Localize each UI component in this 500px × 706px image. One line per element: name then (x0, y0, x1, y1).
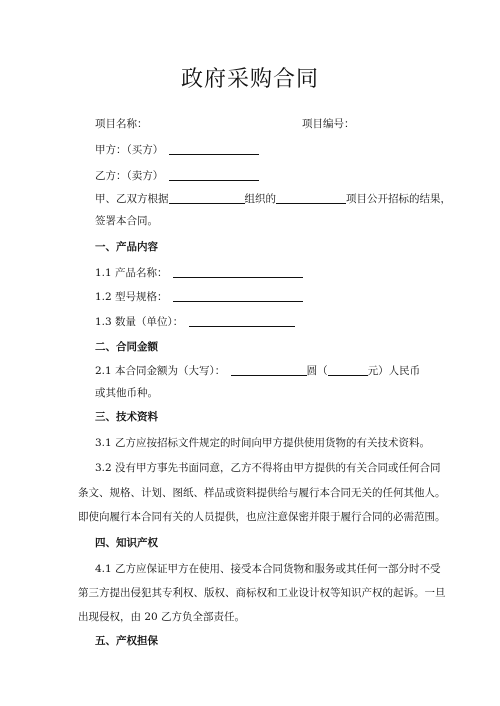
amount-words-blank (231, 364, 307, 376)
quantity-line (95, 315, 295, 329)
intro-text-c: 项目公开招标的结果， (346, 193, 451, 205)
clause-3-2-line-3: 即使向履行本合同有关的人员提供，也应注意保密并限于履行合同的必需范围。 (78, 511, 446, 523)
clause-4-1-line-2: 第三方提出侵犯其专利权、版权、商标权和工业设计权等知识产权的起诉。一旦 (78, 587, 446, 599)
model-spec-blank (173, 290, 303, 302)
amount-text-b: 圆（ (306, 365, 328, 377)
clause-3-2-line-1: 3.2 没有甲方事先书面同意，乙方不得将由甲方提供的有关合同或任何合同 (95, 462, 441, 474)
amount-figure-blank (328, 364, 368, 376)
clause-4-1-line-3: 出现侵权，由 20 乙方负全部责任。 (78, 611, 246, 623)
section-heading-products: 一、产品内容 (95, 241, 158, 253)
party-a-line (95, 143, 259, 157)
clause-3-1: 3.1 乙方应按招标文件规定的时间向甲方提供使用货物的有关技术资料。 (95, 437, 431, 449)
section-heading-technical: 三、技术资料 (95, 411, 158, 423)
product-name-blank (173, 266, 303, 278)
party-a-label: 甲方：（买方） (95, 144, 164, 156)
party-b-line (95, 169, 259, 183)
intro-line-2: 签署本合同。 (95, 215, 158, 227)
project-name-label: 项目名称： (95, 118, 148, 130)
clause-4-1-line-1: 4.1 乙方应保证甲方在使用、接受本合同货物和服务或其任何一部分时不受 (95, 563, 441, 575)
model-spec-label: 1.2 型号规格： (95, 291, 168, 303)
intro-text-b: 组织的 (244, 193, 276, 205)
product-name-label: 1.1 产品名称： (95, 267, 168, 279)
intro-line-1 (95, 192, 451, 206)
model-spec-line (95, 290, 303, 304)
intro-text-a: 甲、乙双方根据 (95, 193, 169, 205)
intro-blank-project (276, 192, 346, 204)
amount-line-2: 或其他币种。 (95, 387, 158, 399)
quantity-label: 1.3 数量（单位）： (95, 316, 184, 328)
amount-line-1 (95, 364, 420, 378)
product-name-line (95, 266, 303, 280)
section-heading-ip: 四、知识产权 (95, 537, 158, 549)
amount-text-c: 元）人民币 (367, 365, 421, 377)
intro-blank-org (169, 192, 245, 204)
clause-3-2-line-2: 条文、规格、计划、图纸、样品或资料提供给与履行本合同无关的任何其他人。 (78, 487, 446, 499)
section-heading-title-warranty: 五、产权担保 (95, 635, 158, 647)
quantity-blank (189, 315, 295, 327)
section-heading-amount: 二、合同金额 (95, 341, 158, 353)
document-title: 政府采购合同 (181, 67, 320, 92)
project-number-label: 项目编号： (302, 118, 355, 130)
party-b-label: 乙方：（卖方） (95, 170, 164, 182)
amount-text-a: 2.1 本合同金额为（大写）： (95, 365, 226, 377)
party-b-blank (169, 169, 259, 181)
party-a-blank (169, 143, 259, 155)
